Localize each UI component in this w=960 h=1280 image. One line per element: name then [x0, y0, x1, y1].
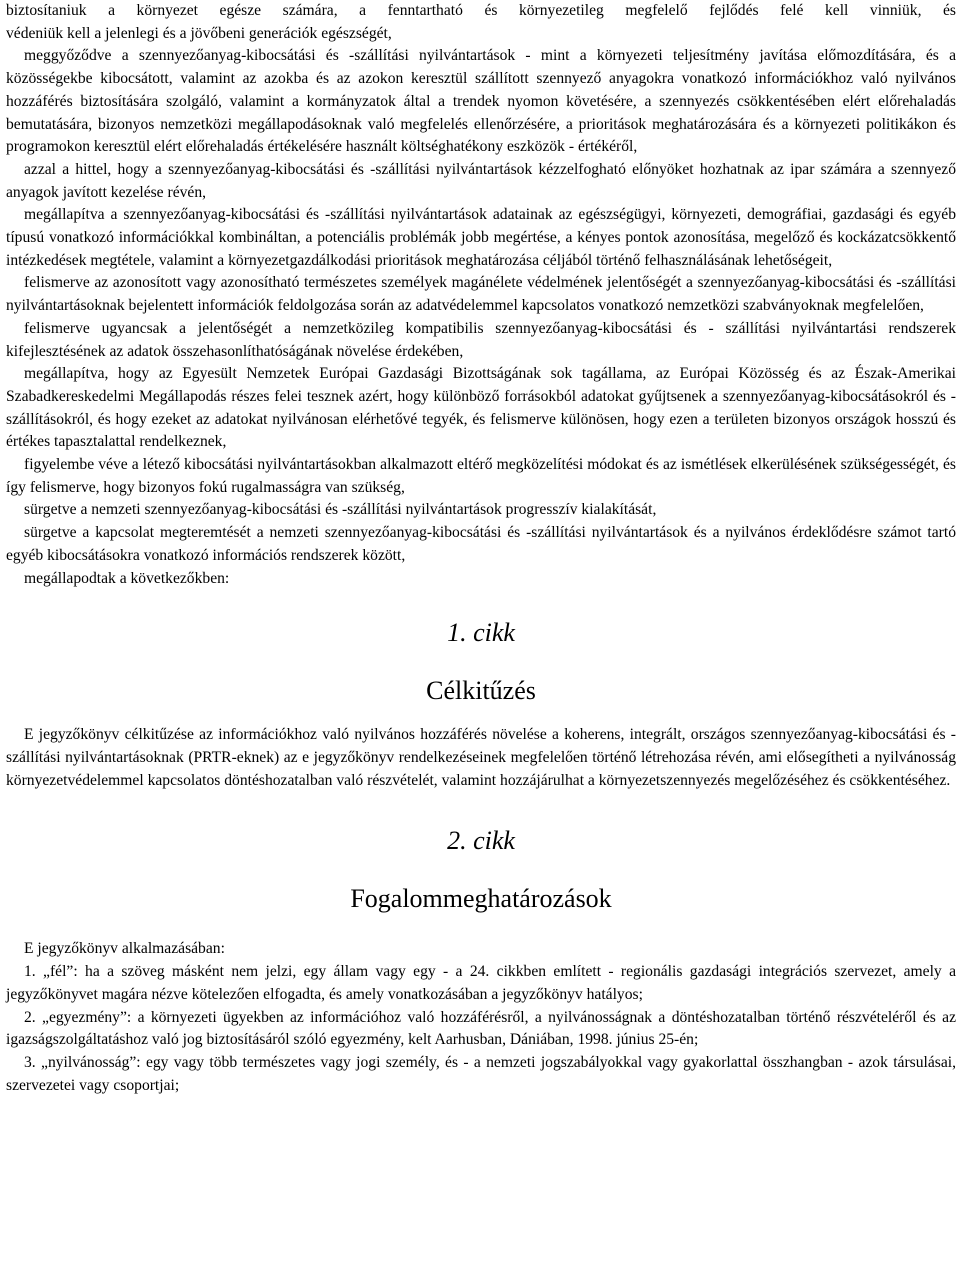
preamble-closing: megállapodtak a következőkben: — [24, 569, 230, 587]
article-2-intro: E jegyzőkönyv alkalmazásában: — [24, 940, 225, 958]
definition-item: 2. „egyezmény”: a környezeti ügyekben az információhoz való hozzáférésről, a nyilvánosságnak a döntéshozatalban történő részvételéről és az igazságszolgáltatáshoz való jog biztosításáról szóló egyezmény, kelt Aarhusban, Dániában, 1998. június 25-én; — [6, 1008, 956, 1049]
document-page — [6, 0, 956, 1097]
article-1-number: 1. cikk — [447, 618, 515, 648]
preamble-paragraph: azzal a hittel, hogy a szennyezőanyag-kibocsátási és -szállítási nyilvántartások kézzelfogható előnyöket hozhatnak az ipar számára a szennyező anyagok javított kezelése révén, — [6, 160, 956, 201]
preamble-paragraph: sürgetve a kapcsolat megteremtését a nemzeti szennyezőanyag-kibocsátási és -szállítási nyilvántartások és a nyilvános érdeklődésre számot tartó egyéb kibocsátásokra vonatkozó információs rendszerek között, — [6, 524, 956, 564]
preamble-paragraph: megállapítva a szennyezőanyag-kibocsátási és -szállítási nyilvántartások adatainak az egészségügyi, környezeti, demográfiai, gazdasági és egyéb típusú vonatkozó információkkal kombináltan, a potenciális problémák jobb megértése, a kényes pontok azonosítása, megelőző és kockázatcsökkentő intézkedések megtétele, valamint a környezetgazdálkodási prioritások meghatározása céljából történő felhasználásának lehetőségeit, — [6, 206, 956, 269]
preamble-paragraph: sürgetve a nemzeti szennyezőanyag-kibocsátási és -szállítási nyilvántartások progresszív kialakítását, — [24, 501, 657, 519]
definition-item: 1. „fél”: ha a szöveg másként nem jelzi, egy állam vagy egy - a 24. cikkben említett - regionális gazdasági integrációs szervezet, amely a jegyzőkönyvet magára nézve kötelezően elfogadta, és amely vonatkozásában a jegyzőkönyv hatályos; — [6, 963, 956, 1003]
preamble-opening-line-1: biztosítaniuk a környezet egésze számára, a fenntartható és környezetileg megfelelő fejlődés felé kell vinniük, és — [6, 2, 956, 19]
preamble-paragraph: felismerve ugyancsak a jelentőségét a nemzetközileg kompatibilis szennyezőanyag-kibocsátási és - szállítási nyilvántartási rendszerek kifejlesztésének az adatok összehasonlíthatóságának növelése érdekében, — [6, 319, 956, 360]
preamble-paragraph: megállapítva, hogy az Egyesült Nemzetek Európai Gazdasági Bizottságának sok tagállama, az Európai Közösség és az Észak-Amerikai Szabadkereskedelmi Megállapodás részes felei tesznek azért, hogy különböző forrásokból adatokat gyűjtsenek a szennyezőanyag-kibocsátásokról és -szállításokról, és hogy ezeket az adatokat nyilvánosan elérhetővé tegyék, és felismerve különösen, hogy ezen a területen bizonyos országok hosszú és értékes tapasztalattal rendelkeznek, — [6, 365, 956, 451]
article-1-title: Célkitűzés — [426, 676, 536, 706]
article-1-body: E jegyzőkönyv célkitűzése az információkhoz való nyilvános hozzáférés növelése a koherens, integrált, országos szennyezőanyag-kibocsátási és -szállítási nyilvántartásoknak (PRTR-eknek) az e jegyzőkönyv rendelkezéseinek megfelelően történő létrehozása révén, ami elősegítheti a nyilvánosság környezetvédelemmel kapcsolatos döntéshozatalban való részvételét, valamint hozzájárulhat a környezetszennyezés megelőzéséhez és csökkentéséhez. — [6, 726, 956, 789]
article-2-title: Fogalommeghatározások — [350, 884, 612, 914]
preamble-paragraph: figyelembe véve a létező kibocsátási nyilvántartásokban alkalmazott eltérő megközelítési módokat és az ismétlések elkerülésének szükségességét, és így felismerve, hogy bizonyos fokú rugalmasságra van szükség, — [6, 456, 956, 496]
preamble-paragraph: felismerve az azonosított vagy azonosítható természetes személyek magánélete védelmének jelentőségét a szennyezőanyag-kibocsátási és -szállítási nyilvántartásoknak bejelentett információk feldolgozása során az adatvédelemmel kapcsolatos vonatkozó nemzetközi szabványoknak megfelelően, — [6, 274, 956, 315]
preamble-paragraph: meggyőződve a szennyezőanyag-kibocsátási és -szállítási nyilvántartások - mint a környezeti teljesítmény javítása előmozdítására, és a közösségekbe kibocsátott, valamint az azokba és az azokon keresztül szállított szennyező anyagokra vonatkozó információkhoz való nyilvános hozzáférés biztosítására szolgáló, valamint a kormányzatok által a trendek nyomon követésére, a szennyezés csökkentésében elért előrehaladás bemutatására, bizonyos nemzetközi megállapodásoknak való megfelelés ellenőrzésére, a prioritások meghatározására és a környezeti politikákon és programokon keresztül elért előrehaladás értékelésére használt költséghatékony eszközök - értékéről, — [6, 47, 956, 156]
article-2-number: 2. cikk — [447, 826, 515, 856]
definition-item: 3. „nyilvánosság”: egy vagy több természetes vagy jogi személy, és - a nemzeti jogszabályokkal vagy gyakorlattal összhangban - azok társulásai, szervezetei vagy csoportjai; — [6, 1053, 956, 1094]
preamble-opening-line-2: védeniük kell a jelenlegi és a jövőbeni generációk egészségét, — [6, 24, 392, 42]
